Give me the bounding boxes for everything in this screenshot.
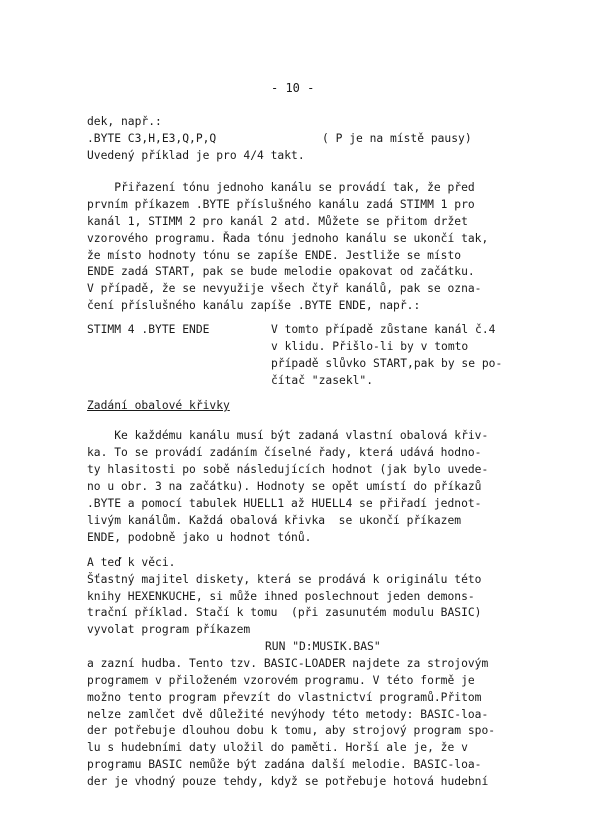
text-line: dek, např.:: [87, 115, 162, 128]
paragraph-line: možno tento program převzít do vlastnictví programů.Přitom: [87, 691, 482, 704]
paragraph-line: prvním příkazem .BYTE příslušného kanálu zadá STIMM 1 pro: [87, 198, 475, 211]
paragraph-line: kanál 1, STIMM 2 pro kanál 2 atd. Můžete se přitom držet: [87, 215, 468, 228]
paragraph-line: ENDE zadá START, pak se bude melodie opakovat od začátku.: [87, 265, 475, 278]
paragraph-line: Přiřazení tónu jednoho kanálu se provádí tak, že před: [87, 181, 475, 194]
paragraph-line: vzorového programu. Řada tónu jednoho kanálu se ukončí tak,: [87, 232, 489, 245]
paragraph-line: že místo hodnoty tónu se zapíše ENDE. Jestliže se místo: [87, 249, 462, 262]
paragraph-line: a zazní hudba. Tento tzv. BASIC-LOADER najdete za strojovým: [87, 657, 489, 670]
paragraph-line: livým kanálům. Každá obalová křivka se ukončí příkazem: [87, 514, 462, 527]
example-note-line: V tomto případě zůstane kanál č.4: [271, 323, 496, 336]
code-line: .BYTE C3,H,E3,Q,P,Q: [87, 132, 217, 145]
paragraph-line: knihy HEXENKUCHE, si může ihned poslechnout jeden demons-: [87, 590, 475, 603]
paragraph-line: der potřebuje dlouhou dobu k tomu, aby strojový program spo-: [87, 724, 496, 737]
paragraph-line: A teď k věci.: [87, 556, 176, 569]
example-note-line: případě slůvko START,pak by se po-: [271, 357, 503, 370]
example-note-line: čítač "zasekl".: [271, 374, 374, 387]
paragraph-line: ENDE, podobně jako u hodnot tónů.: [87, 531, 312, 544]
paragraph-line: programem v přiloženém vzorovém programu. V této formě je: [87, 674, 475, 687]
paragraph-line: nelze zamlčet dvě důležité nevýhody této metody: BASIC-loa-: [87, 708, 489, 721]
example-code: STIMM 4 .BYTE ENDE: [87, 323, 210, 336]
paragraph-line: lu s hudebními daty uložil do paměti. Horší ale je, že v: [87, 741, 468, 754]
paragraph-line: Šťastný majitel diskety, která se prodává k originálu této: [87, 573, 482, 586]
paragraph-line: ty hlasitosti po sobě následujících hodnot (jak bylo uvede-: [87, 463, 489, 476]
paragraph-line: trační příklad. Stačí k tomu (při zasunutém modulu BASIC): [87, 606, 482, 619]
command-line: RUN "D:MUSIK.BAS": [265, 640, 381, 653]
section-heading: Zadání obalové křivky: [87, 399, 230, 412]
paragraph-line: čení příslušného kanálu zapíše .BYTE ENDE, např.:: [87, 299, 421, 312]
page-number: - 10 -: [271, 81, 315, 95]
paragraph-line: .BYTE a pomocí tabulek HUELL1 až HUELL4 se přiřadí jednot-: [87, 497, 482, 510]
paragraph-line: Ke každému kanálu musí být zadaná vlastní obalová křiv-: [87, 429, 489, 442]
paragraph-line: V případě, že se nevyužije všech čtyř kanálů, pak se ozna-: [87, 282, 482, 295]
paragraph-line: programu BASIC nemůže být zadána další melodie. BASIC-loa-: [87, 758, 482, 771]
code-comment: ( P je na místě pausy): [322, 132, 472, 145]
paragraph-line: der je vhodný pouze tehdy, když se potřebuje hotová hudební: [87, 775, 489, 788]
paragraph-line: ka. To se provádí zadáním číselné řady, která udává hodno-: [87, 446, 482, 459]
paragraph-line: no u obr. 3 na začátku). Hodnoty se opět umístí do příkazů: [87, 480, 482, 493]
text-line: Uvedený příklad je pro 4/4 takt.: [87, 149, 305, 162]
example-note-line: v klidu. Přišlo-li by v tomto: [271, 340, 469, 353]
paragraph-line: vyvolat program příkazem: [87, 623, 251, 636]
